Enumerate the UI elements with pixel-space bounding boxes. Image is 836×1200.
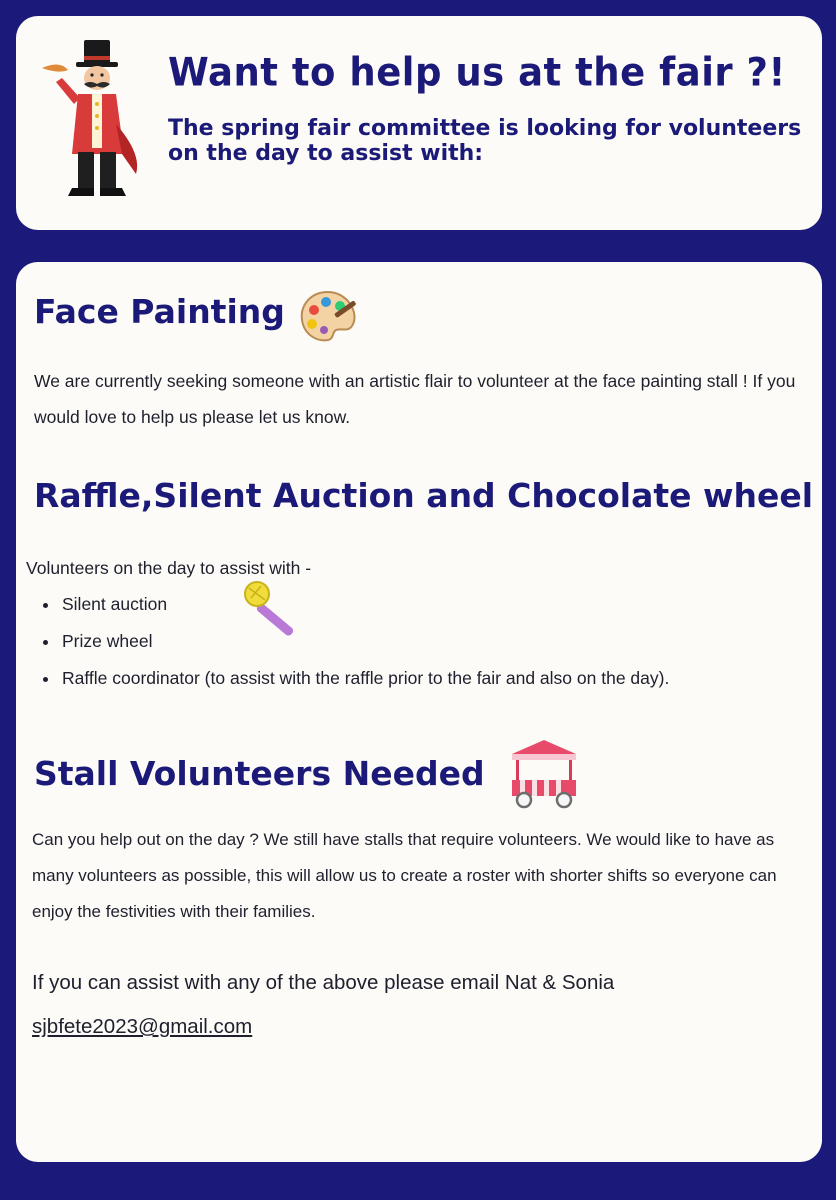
face-painting-heading: Face Painting	[34, 292, 285, 331]
ringmaster-icon	[32, 34, 152, 214]
food-cart-icon	[506, 736, 582, 810]
contact-text: If you can assist with any of the above please email Nat & Sonia	[32, 971, 615, 994]
list-item: • Raffle coordinator (to assist with the raffle prior to the fair and also on the day).	[60, 660, 836, 697]
stall-text: Can you help out on the day ? We still have stalls that require volunteers. We would like to have as many volunteers as possible, this will allow us to create a roster with shorter shifts so everyone can enjoy the festivities with their families.	[32, 830, 777, 921]
page-title: Want to help us at the fair ?!	[168, 50, 786, 96]
raffle-intro: Volunteers on the day to assist with -	[26, 558, 312, 578]
face-painting-text: We are currently seeking someone with an artistic flair to volunteer at the face painting stall ! If you would love to help us please let us know.	[34, 371, 796, 427]
contact-email-link[interactable]: sjbfete2023@gmail.com	[32, 1015, 253, 1038]
microphone-icon	[241, 580, 307, 642]
list-item: • Prize wheel	[60, 623, 836, 660]
stall-heading: Stall Volunteers Needed	[34, 754, 485, 793]
header-card	[16, 16, 822, 230]
raffle-list	[38, 586, 836, 697]
raffle-heading: Raffle,Silent Auction and Chocolate wheel	[34, 476, 814, 515]
main-card	[16, 262, 822, 1162]
page-subtitle: The spring fair committee is looking for volunteers on the day to assist with:	[168, 116, 802, 166]
list-item: • Silent auction	[60, 586, 836, 623]
paint-palette-icon	[298, 288, 360, 346]
